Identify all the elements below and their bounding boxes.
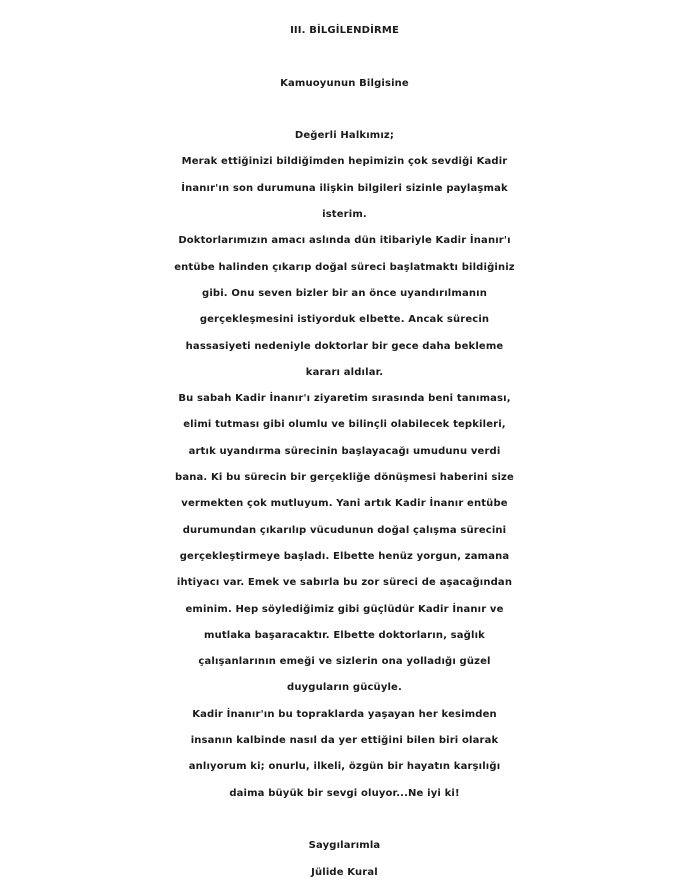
salutation: Değerli Halkımız;	[294, 130, 395, 142]
document-subtitle: Kamuoyunun Bilgisine	[280, 77, 409, 89]
body-line: elimi tutması gibi olumlu ve bilinçli olabilecek tepkileri,	[183, 419, 506, 431]
body-line: kararı aldılar.	[305, 366, 384, 378]
signature-name: Jülide Kural	[311, 866, 378, 878]
body-line: Doktorlarımızın amacı aslında dün itibariyle Kadir İnanır'ı	[178, 235, 511, 247]
body-line: gerçekleşmesini istiyorduk elbette. Ancak sürecin	[199, 314, 490, 326]
body-line: Kadir İnanır'ın bu topraklarda yaşayan her kesimden	[192, 708, 497, 720]
spacer	[0, 44, 689, 70]
body-text	[0, 149, 689, 806]
body-line: mutlaka başaracaktır. Elbette doktorların, sağlık	[204, 629, 485, 641]
body-line: insanın kalbinde nasıl da yer ettiğini bilen biri olarak	[190, 735, 499, 747]
body-line: anlıyorum ki; onurlu, ilkeli, özgün bir hayatın karşılığı	[188, 761, 501, 773]
body-line: isterim.	[322, 209, 367, 221]
body-line: Merak ettiğinizi bildiğimden hepimizin çok sevdiği Kadir	[181, 156, 508, 168]
body-line: artık uyandırma sürecinin başlayacağı umudunu verdi	[188, 445, 501, 457]
body-line: gerçekleştirmeye başladı. Elbette henüz yorgun, zamana	[179, 550, 510, 562]
body-line: İnanır'ın son durumuna ilişkin bilgileri sizinle paylaşmak	[181, 182, 508, 194]
body-line: gibi. Onu seven bizler bir an önce uyandırılmanın	[202, 287, 487, 299]
spacer	[0, 97, 689, 123]
body-line: ihtiyacı var. Emek ve sabırla bu zor süreci de aşacağından	[176, 577, 513, 589]
body-line: hassasiyeti nedeniyle doktorlar bir gece daha bekleme	[185, 340, 504, 352]
body-line: Bu sabah Kadir İnanır'ı ziyaretim sırasında beni tanıması,	[178, 393, 511, 405]
spacer	[0, 807, 689, 833]
body-line: vermekten çok mutluyum. Yani artık Kadir İnanır entübe	[181, 498, 508, 510]
body-line: daima büyük bir sevgi oluyor...Ne iyi ki!	[229, 787, 460, 799]
body-line: çalışanlarının emeği ve sizlerin ona yolladığı güzel	[198, 656, 491, 668]
body-line: durumundan çıkarılıp vücudunun doğal çalışma sürecini	[182, 524, 507, 536]
body-line: entübe halinden çıkarıp doğal süreci başlatmaktı bildiğiniz	[174, 261, 515, 273]
body-line: eminim. Hep söylediğimiz gibi güçlüdür Kadir İnanır ve	[185, 603, 504, 615]
body-line: duyguların gücüyle.	[287, 682, 402, 694]
section-title: III. BİLGİLENDİRME	[290, 25, 399, 36]
body-line: bana. Ki bu sürecin bir gerçekliğe dönüşmesi haberini size	[175, 472, 514, 484]
closing: Saygılarımla	[308, 840, 381, 852]
